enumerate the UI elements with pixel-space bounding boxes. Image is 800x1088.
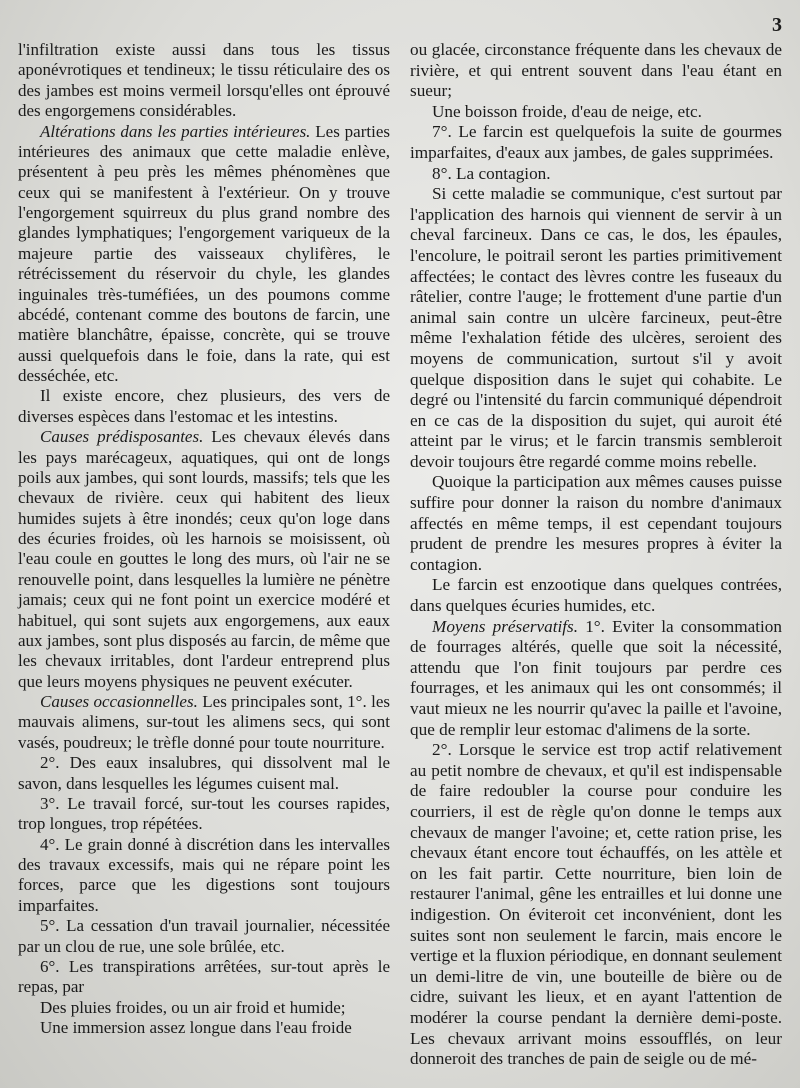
paragraph <box>410 40 782 102</box>
paragraph <box>18 835 390 917</box>
paragraph-text: Les principales sont, 1°. les mauvais alimens, sur-tout les alimens secs, qui sont vasés, poudreux; le trèfle donné pour toute nourriture. <box>18 692 391 752</box>
paragraph <box>18 1018 390 1038</box>
paragraph-text: 3°. Le travail forcé, sur-tout les courses rapides, trop longues, trop répétées. <box>18 793 390 834</box>
paragraph <box>18 427 390 692</box>
paragraph <box>18 122 390 387</box>
paragraph-text: Il existe encore, chez plusieurs, des vers de diverses espèces dans l'estomac et les intestins. <box>18 386 390 426</box>
paragraph-text: 2°. Lorsque le service est trop actif relativement au petit nombre de chevaux, et qu'il est indispensable de faire redoubler la course pour conduire les courriers, il est de règle qu'on donne le temps aux chevaux de manger l'avoine; et, cette ration prise, les chevaux étant encore tout échauffés, on les attèle et on les fait partir. Cette nourriture, bien loin de restaurer l'animal, gêne les entrailles et lui donne une indigestion. On éviteroit cet inconvénient, dont les suites sont non seulement le farcin, mais encore le vertige et la fluxion périodique, en donnant seulement un demi-litre de vin, une bouteille de bière ou de cidre, suivant les lieux, et en ayant l'attention de modérer la course pendant la dernière demi-poste. Les chevaux arrivant moins essoufflés, on leur donneroit des tranches de pain de seigle ou de mé- <box>410 740 782 1069</box>
paragraph <box>18 40 390 122</box>
paragraph-text: Des pluies froides, ou un air froid et humide; <box>40 997 346 1017</box>
paragraph-text: Les parties intérieures des animaux que cette maladie enlève, présentent à peu près les mêmes phénomènes que ceux qui se manifestent à l'extérieur. On y trouve l'engorgement squirreux du plus grand nombre des glandes lymphatiques; l'engorgement variqueux de la majeure partie des vaisseaux chylifères, le rétrécissement du réservoir du chyle, les glandes inguinales très-tuméfiées, un des poumons comme abcédé, contenant comme des boutons de farcin, une matière blanchâtre, épaisse, concrète, qui se trouve aussi quelquefois dans le foie, dans la rate, qui est desséchée, etc. <box>18 121 390 385</box>
paragraph-text: Les chevaux élevés dans les pays marécageux, aquatiques, qui ont de longs poils aux jambes, qui sont lourds, massifs; tels que les chevaux de rivière. ceux qui habitent des lieux humides sujets à être inondés; ceux qu'on loge dans des écuries froides, où les harnois se moisissent, où l'eau coule en gouttes le long des murs, où l'air ne se renouvelle point, dans lesquelles la lumière ne pénètre jamais; ceux qui ne font point un exercice modéré et habituel, qui sont sujets aux engorgemens, aux eaux aux jambes, sont plus disposés au farcin, de même que les chevaux irritables, dont l'ardeur entreprend plus que leurs moyens physiques ne peuvent exécuter. <box>18 427 390 691</box>
paragraph <box>18 794 390 835</box>
paragraph <box>18 692 390 753</box>
paragraph-text: 4°. Le grain donné à discrétion dans les intervalles des travaux excessifs, mais qui ne répare point les forces, parce que les digestions sont toujours imparfaites. <box>18 834 390 915</box>
section-heading: Causes occasionnelles. <box>40 692 198 711</box>
right-text-column <box>410 40 782 1070</box>
section-heading: Causes prédisposantes. <box>40 427 204 447</box>
section-heading: Moyens préservatifs. <box>432 616 579 636</box>
paragraph-text: 7°. Le farcin est quelquefois la suite de gourmes imparfaites, d'eaux aux jambes, de gales supprimées. <box>410 122 782 162</box>
section-heading: Altérations dans les parties intérieures. <box>40 121 311 141</box>
paragraph <box>410 122 782 163</box>
paragraph-text: Une immersion assez longue dans l'eau froide <box>40 1018 352 1037</box>
paragraph <box>18 386 390 427</box>
paragraph-text: 6°. Les transpirations arrêtées, sur-tout après le repas, par <box>18 956 390 997</box>
paragraph-text: 5°. La cessation d'un travail journalier, nécessitée par un clou de rue, une sole brûlée, etc. <box>18 916 390 956</box>
paragraph <box>410 617 782 741</box>
paragraph-text: Quoique la participation aux mêmes causes puisse suffire pour donner la raison du nombre d'animaux affectés en même temps, il est cependant toujours prudent de prendre les mesures propres à éviter la contagion. <box>410 472 782 574</box>
paragraph-text: 1°. Eviter la consommation de fourrages altérés, quelle que soit la nécessité, attendu que l'on finit toujours par perdre ces fourrages, et les animaux qui les ont consommés; il vaut mieux ne les nourrir qu'avec la paille et l'avoine, que de remplir leur estomac d'alimens de la sorte. <box>410 616 782 739</box>
paragraph-text: Une boisson froide, d'eau de neige, etc. <box>432 101 702 121</box>
paragraph <box>410 102 782 123</box>
paragraph <box>410 472 782 575</box>
paragraph <box>410 575 782 616</box>
paragraph-text: 2°. Des eaux insalubres, qui dissolvent mal le savon, dans lesquelles les légumes cuisent mal. <box>18 753 390 793</box>
page-number: 3 <box>772 14 782 36</box>
paragraph-text: l'infiltration existe aussi dans tous les tissus aponévrotiques et tendineux; le tissu réticulaire des os des jambes est moins vermeil lorsqu'elles ont éprouvé des engorgemens considérables. <box>18 40 390 121</box>
paragraph <box>18 998 390 1018</box>
paragraph <box>410 184 782 472</box>
paragraph <box>410 164 782 185</box>
paragraph <box>18 957 390 998</box>
paragraph-text: Le farcin est enzootique dans quelques contrées, dans quelques écuries humides, etc. <box>410 575 782 616</box>
paragraph-text: ou glacée, circonstance fréquente dans les chevaux de rivière, et qui entrent souvent dans l'eau étant en sueur; <box>410 40 782 101</box>
paragraph <box>410 740 782 1070</box>
paragraph <box>18 753 390 794</box>
paragraph-text: 8°. La contagion. <box>432 163 551 183</box>
left-text-column <box>18 40 390 1038</box>
paragraph-text: Si cette maladie se communique, c'est surtout par l'application des harnois qui viennent de servir à un cheval farcineux. Dans ce cas, le dos, les épaules, l'encolure, le poitrail seront les parties primitivement affectées; le contact des lèvres contre les fuseaux du râtelier, contre l'auge; le frottement d'une partie d'un animal sain contre un ulcère farcineux, peut-être même l'exhalation fétide des ulcères, seroient des moyens de communication, surtout s'il y avoit quelque disposition dans le sujet qui cohabite. Le degré ou l'intensité du farcin communiqué dépendroit en ce cas de la disposition du sujet, qui auroit été atteint par le virus; et le farcin transmis sembleroit devoir toujours être regardé comme moins rebelle. <box>410 184 782 471</box>
paragraph <box>18 916 390 957</box>
